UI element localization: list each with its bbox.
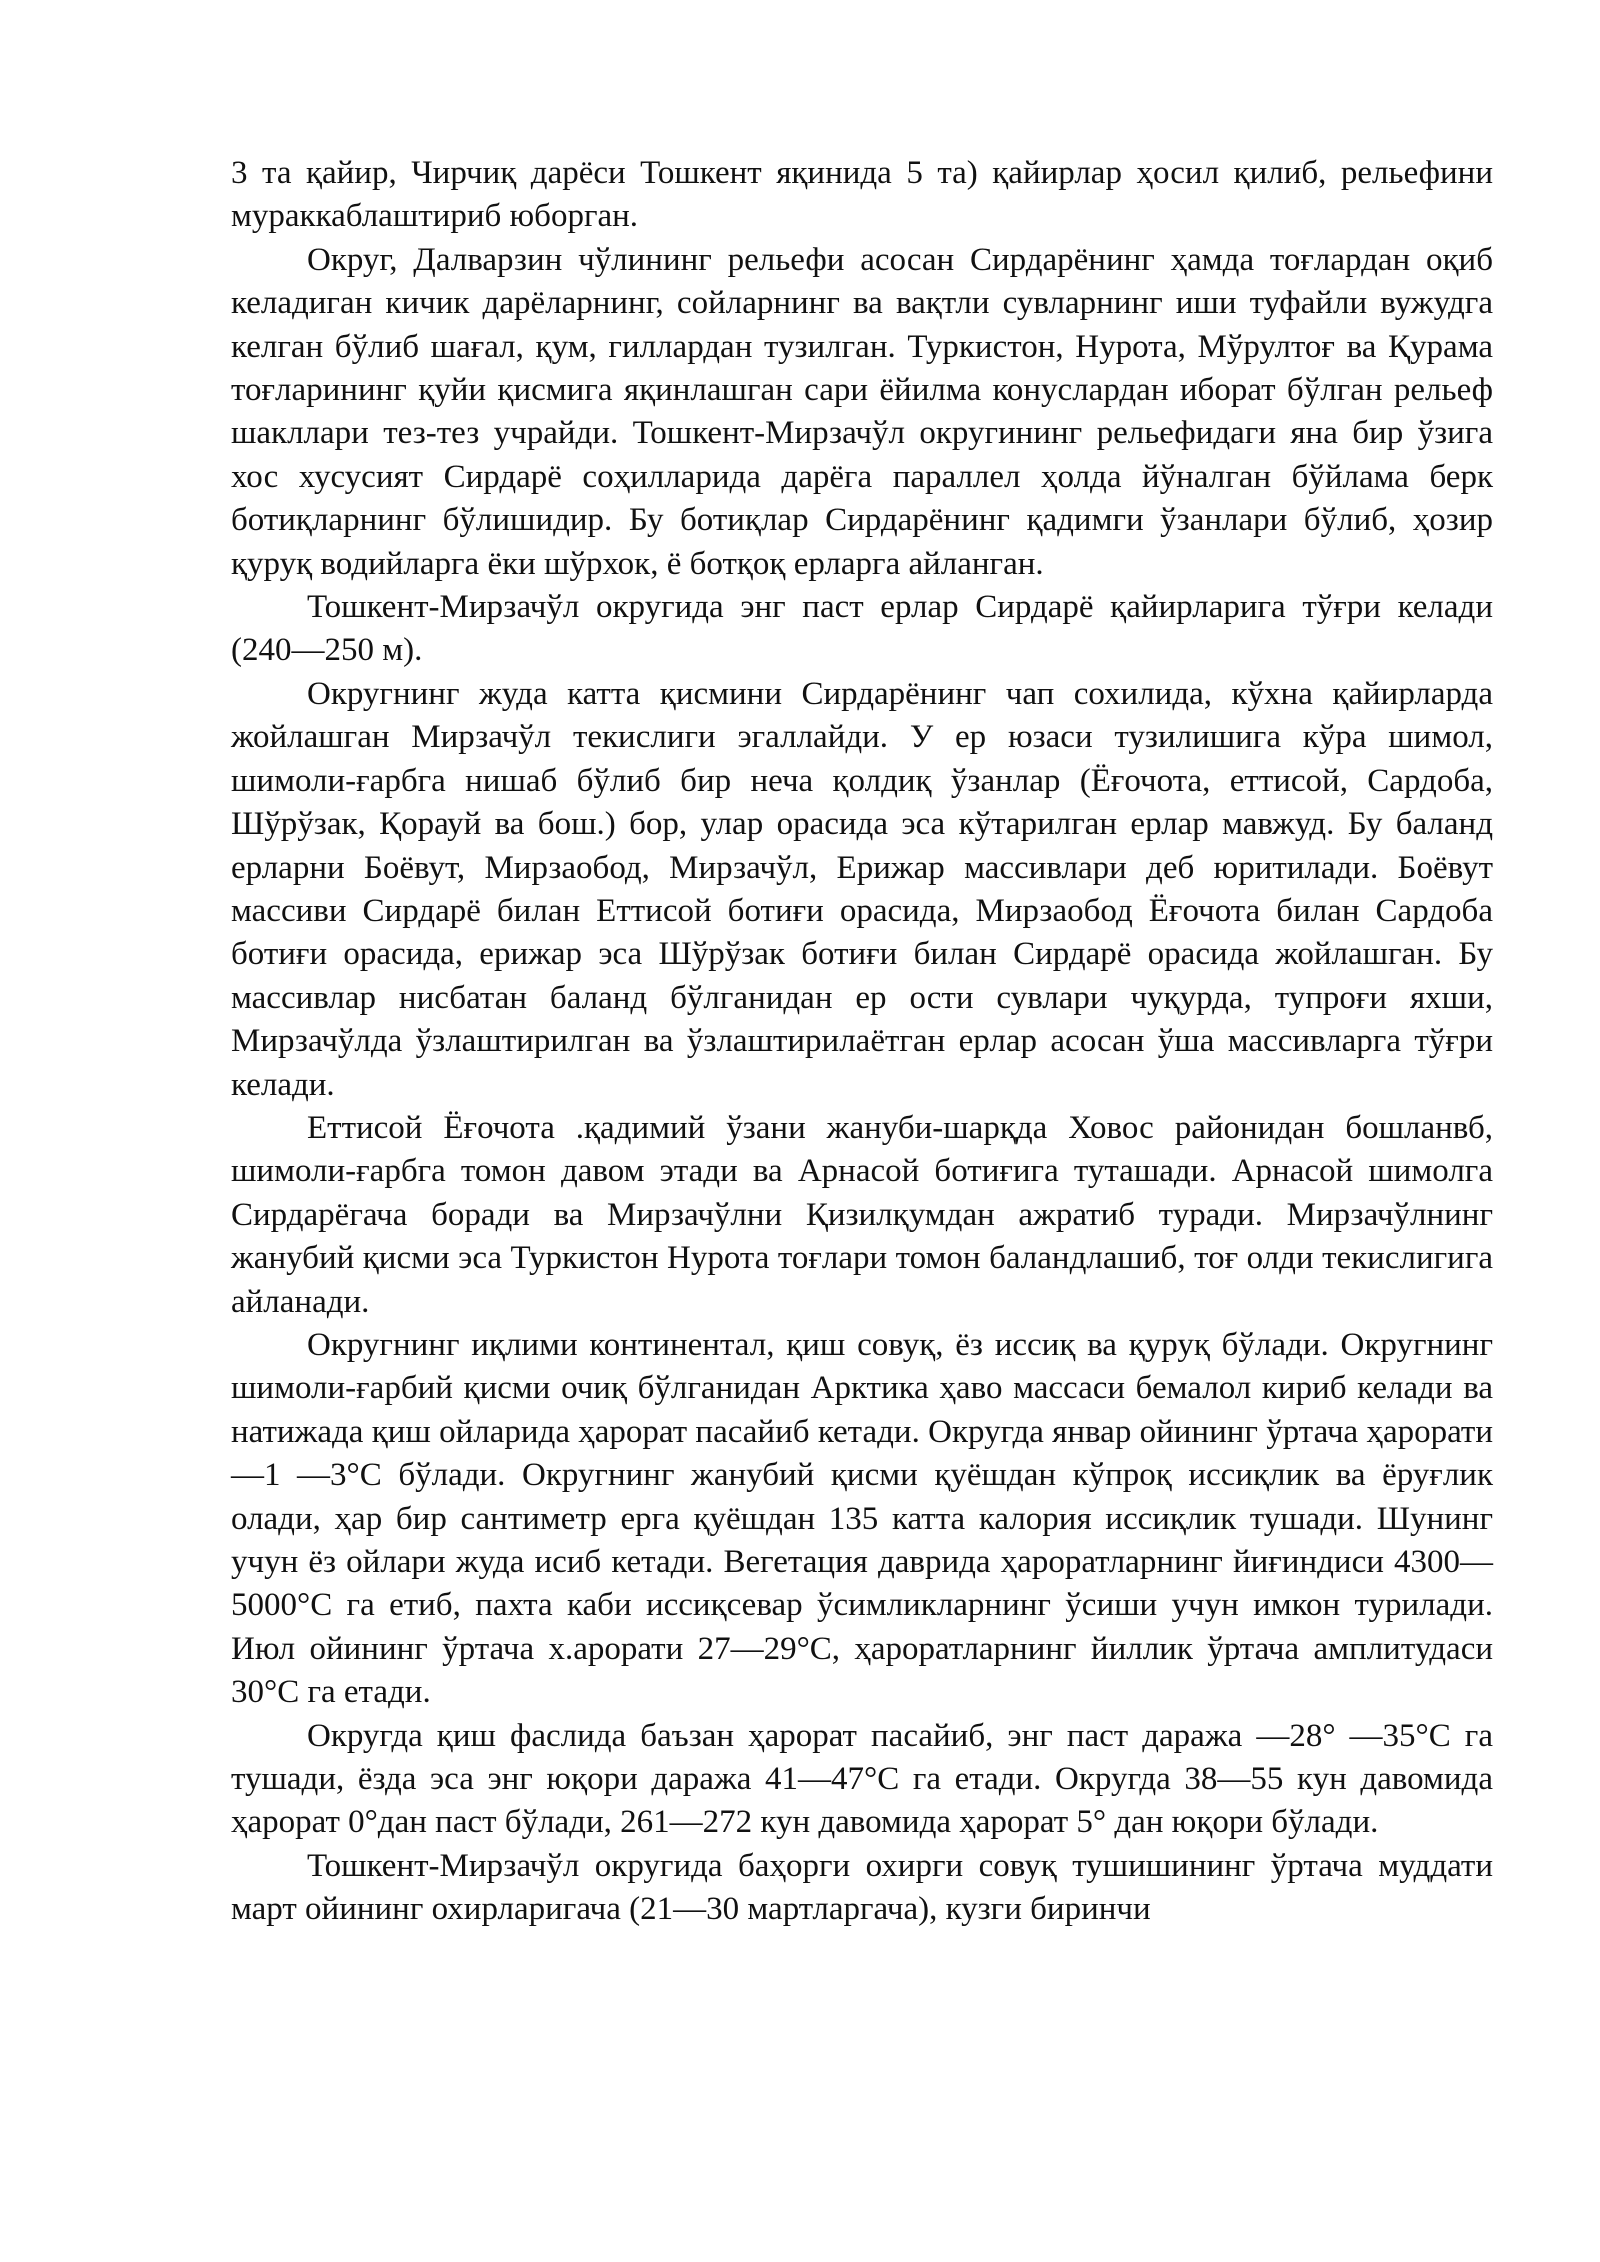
document-page <box>231 152 1493 1932</box>
paragraph-5: Еттисой Ёғочота .қадимий ўзани жануби-шарқда Ховос районидан бошланвб, шимоли-ғарбга томон давом этади ва Арнасой ботиғига туташади. Арнасой шимолга Сирдарёгача боради ва Мирзачўлни Қизилқумдан ажратиб туради. Мирзачўлнинг жанубий қисми эса Туркистон Нурота тоғлари томон баландлашиб, тоғ олди текислигига айланади. <box>231 1109 1493 1320</box>
paragraph-7: Округда қиш фаслида баъзан ҳарорат пасайиб, энг паст даража —28° —35°С га тушади, ёзда эса энг юқори даража 41—47°С га етади. Округда 38—55 кун давомида ҳарорат 0°дан паст бўлади, 261—272 кун давомида ҳарорат 5° дан юқори бўлади. <box>231 1717 1493 1841</box>
paragraph-8: Тошкент-Мирзачўл округида баҳорги охирги совуқ тушишининг ўртача муддати март ойининг охирларигача (21—30 мартларгача), кузги биринчи <box>231 1847 1493 1928</box>
paragraph-3: Тошкент-Мирзачўл округида энг паст ерлар Сирдарё қайирларига тўғри келади (240—250 м). <box>231 589 1493 669</box>
paragraph-6: Округнинг иқлими континентал, қиш совуқ, ёз иссиқ ва қуруқ бўлади. Округнинг шимоли-ғарбий қисми очиқ бўлганидан Арктика ҳаво массаси бемалол кириб келади ва натижада қиш ойларида ҳарорат пасайиб кетади. Округда январ ойининг ўртача ҳарорати —1 —3°С бўлади. Округнинг жанубий қисми қуёшдан кўпроқ иссиқлик ва ёруғлик олади, ҳар бир сантиметр ерга қуёшдан 135 катта калория иссиқлик тушади. Шунинг учун ёз ойлари жуда исиб кетади. Вегетация даврида ҳароратларнинг йиғиндиси 4300—5000°С га етиб, пахта каби иссиқсевар ўсимликларнинг ўсиши учун имкон турилади. Июл ойининг ўртача х.арорати 27—29°С, ҳароратларнинг йиллик ўртача амплитудаси 30°С га етади. <box>231 1326 1493 1711</box>
paragraph-4: Округнинг жуда катта қисмини Сирдарёнинг чап сохилида, кўхна қайирларда жойлашган Мирзачўл текислиги эгаллайди. У ер юзаси тузилишига кўра шимол, шимоли-ғарбга нишаб бўлиб бир неча қолдиқ ўзанлар (Ёғочота, еттисой, Сардоба, Шўрўзак, Қорауй ва бош.) бор, улар орасида эса кўтарилган ерлар мавжуд. Бу баланд ерларни Боёвут, Мирзаобод, Мирзачўл, Ерижар массивлари деб юритилади. Боёвут массиви Сирдарё билан Еттисой ботиғи орасида, Мирзаобод Ёғочота билан Сардоба ботиғи орасида, ерижар эса Шўрўзак ботиғи билан Сирдарё орасида жойлашган. Бу массивлар нисбатан баланд бўлганидан ер ости сувлари чуқурда, тупроғи яхши, Мирзачўлда ўзлаштирилган ва ўзлаштирилаётган ерлар асосан ўша массивларга тўғри келади. <box>231 675 1493 1103</box>
paragraph-1: 3 та қайир, Чирчиқ дарёси Тошкент яқинида 5 та) қайирлар ҳосил қилиб, рельефини мураккаблаштириб юборган. <box>231 155 1493 235</box>
paragraph-2: Округ, Далварзин чўлининг рельефи асосан Сирдарёнинг ҳамда тоғлардан оқиб келадиган кичик дарёларнинг, сойларнинг ва вақтли сувларнинг иши туфайли вужудга келган бўлиб шағал, қум, гиллардан тузилган. Туркистон, Нурота, Мўрултоғ ва Қурама тоғларининг қуйи қисмига яқинлашган сари ёйилма конуслардан иборат бўлган рельеф шакллари тез-тез учрайди. Тошкент-Мирзачўл округининг рельефидаги яна бир ўзига хос хусусият Сирдарё соҳилларида дарёга параллел ҳолда йўналган бўйлама берк ботиқларнинг бўлишидир. Бу ботиқлар Сирдарёнинг қадимги ўзанлари бўлиб, ҳозир қуруқ водийларга ёки шўрхок, ё ботқоқ ерларга айланган. <box>231 241 1493 582</box>
